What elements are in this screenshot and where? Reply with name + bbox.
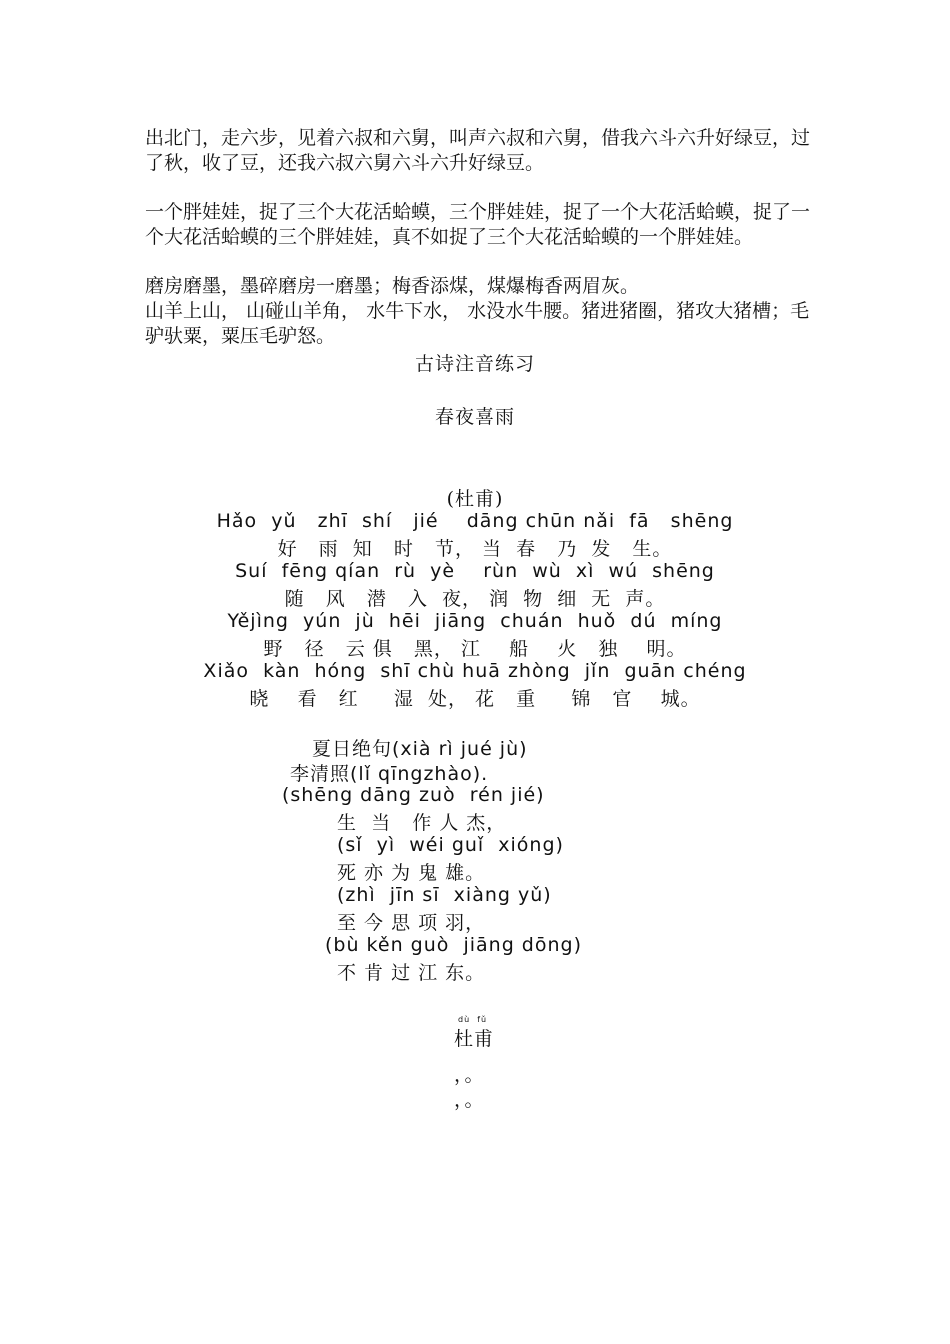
poem3-author: 杜甫 (454, 1028, 495, 1050)
poem2-line3-pinyin: (zhì jīn sī xiàng yǔ) (337, 884, 552, 906)
poem1-line4-pinyin: Xiǎo kàn hóng shī chù huā zhòng jǐn guān chéng (203, 660, 747, 682)
tongue-twister-paragraph-2: 一个胖娃娃，捉了三个大花活蛤蟆，三个胖娃娃，捉了一个大花活蛤蟆，捉了一个大花活蛤蟆的三个胖娃娃，真不如捉了三个大花活蛤蟆的一个胖娃娃。 (145, 201, 811, 248)
section-title: 古诗注音练习 (414, 353, 535, 375)
poem2-line1-hanzi: 生 当 作 人 杰， (337, 812, 507, 834)
poem2-line3-hanzi: 至 今 思 项 羽， (337, 912, 486, 934)
tongue-twister-paragraph-1: 出北门，走六步，见着六叔和六舅，叫声六叔和六舅，借我六斗六升好绿豆，过了秋，收了豆，还我六叔六舅六斗六升好绿豆。 (145, 127, 811, 174)
poem1-title: 春夜喜雨 (434, 406, 515, 428)
poem1-line3-hanzi: 野 径 云 俱 黑， 江 船 火 独 明。 (263, 638, 687, 660)
poem2-author: 李清照(lǐ qīngzhào). (290, 763, 489, 785)
tongue-twister-paragraph-3: 磨房磨墨，墨碎磨房一磨墨；梅香添煤，煤爆梅香两眉灰。 (145, 275, 640, 297)
poem1-line1-hanzi: 好 雨 知 时 节， 当 春 乃 发 生。 (277, 538, 673, 560)
poem1-line3-pinyin: Yějìng yún jù hēi jiāng chuán huǒ dú míng (227, 610, 723, 632)
poem2-line4-hanzi: 不 肯 过 江 东。 (337, 962, 486, 984)
poem2-line2-hanzi: 死 亦 为 鬼 雄。 (337, 862, 486, 884)
poem3-author-ruby: dù fǔ (458, 1015, 488, 1024)
tongue-twister-paragraph-4: 山羊上山， 山碰山羊角， 水牛下水， 水没水牛腰。猪进猪圈，猪攻大猪槽；毛驴驮粟，粟压毛驴怒。 (145, 300, 810, 347)
poem1-line4-hanzi: 晓 看 红 湿 处， 花 重 锦 官 城。 (249, 688, 701, 710)
poem3-line2: ，。 (454, 1089, 485, 1111)
poem1-line2-pinyin: Suí fēng qían rù yè rùn wù xì wú shēng (235, 560, 715, 582)
poem2-line4-pinyin: (bù kěn guò jiāng dōng) (325, 934, 583, 956)
poem2-title: 夏日绝句(xià rì jué jù) (312, 738, 528, 760)
poem2-line1-pinyin: (shēng dāng zuò rén jié) (282, 784, 545, 806)
poem2-line2-pinyin: (sǐ yì wéi guǐ xióng) (337, 834, 564, 856)
poem1-line1-pinyin: Hǎo yǔ zhī shí jié dāng chūn nǎi fā shēng (216, 510, 734, 532)
poem1-author: (杜甫) (446, 488, 504, 510)
poem3-line1: ，。 (454, 1064, 485, 1086)
poem1-line2-hanzi: 随 风 潜 入 夜， 润 物 细 无 声。 (284, 588, 666, 610)
